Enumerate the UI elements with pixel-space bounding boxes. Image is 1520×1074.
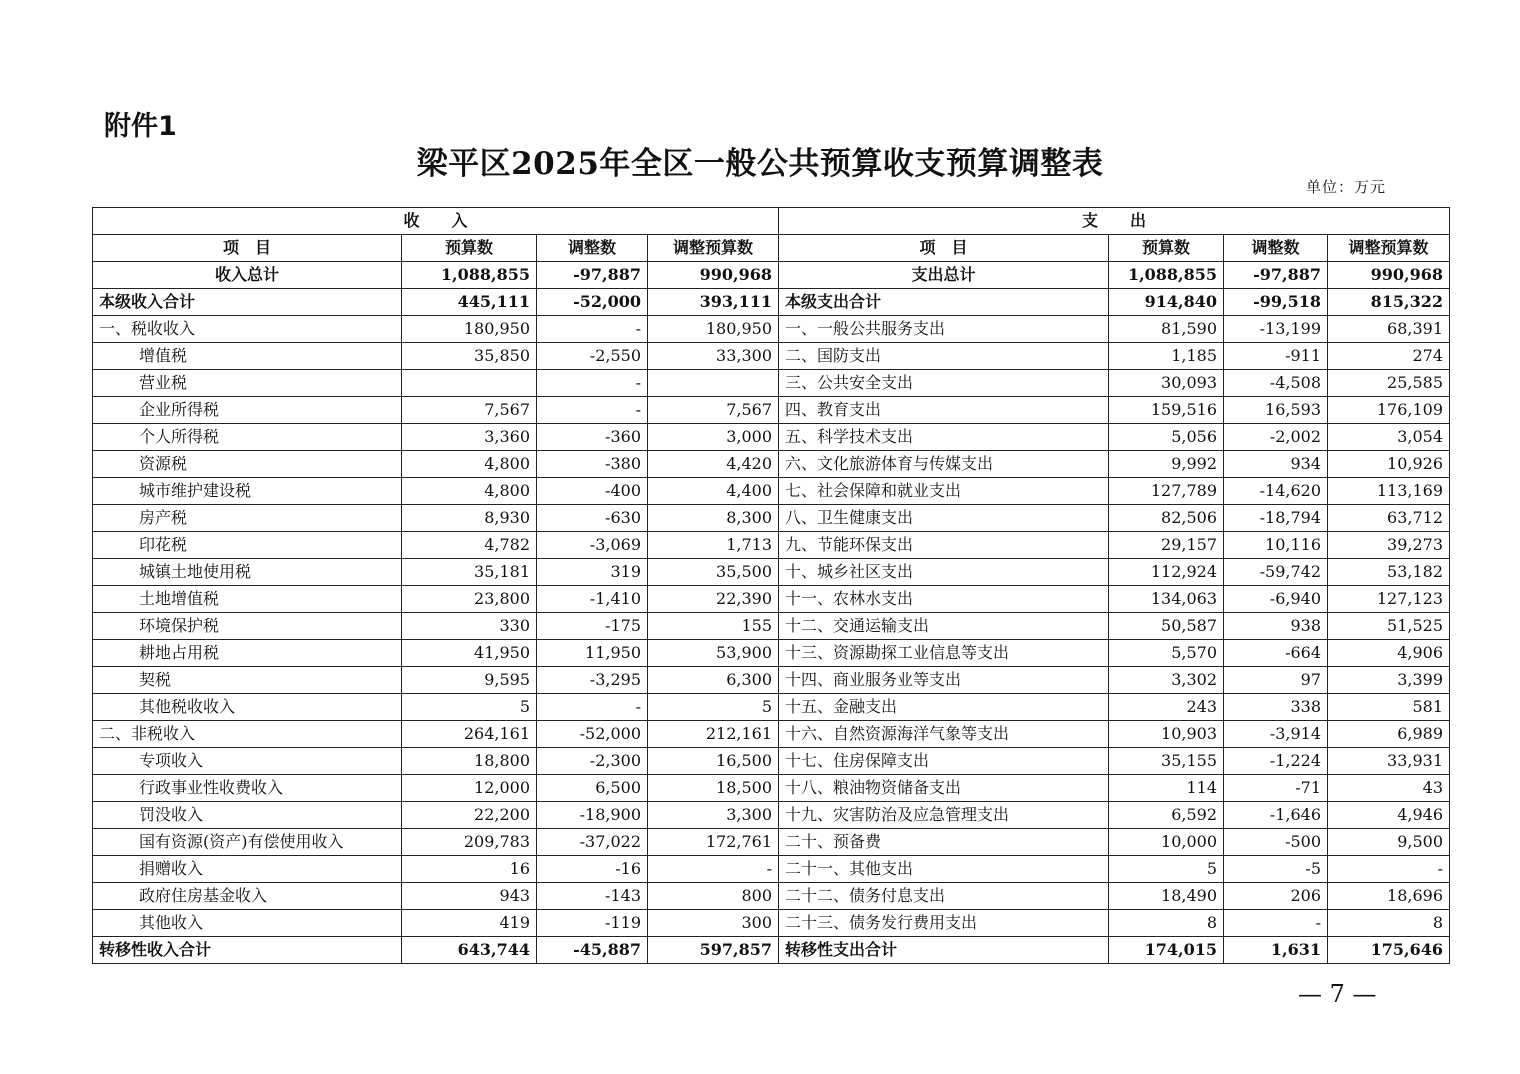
cell-income-adjust: -2,550 [537, 343, 648, 370]
cell-income-adjusted: 7,567 [648, 397, 779, 424]
cell-expense-budget: 30,093 [1109, 370, 1224, 397]
cell-income-item: 专项收入 [93, 748, 402, 775]
cell-income-adjusted: 300 [648, 910, 779, 937]
cell-expense-adjusted: 3,399 [1328, 667, 1450, 694]
cell-expense-adjust: -1,224 [1224, 748, 1328, 775]
cell-expense-adjusted: 175,646 [1328, 937, 1450, 964]
table-row [93, 262, 1450, 289]
cell-income-adjust: - [537, 316, 648, 343]
cell-income-adjusted: 1,713 [648, 532, 779, 559]
cell-expense-adjusted: 4,946 [1328, 802, 1450, 829]
cell-income-budget: 5 [402, 694, 537, 721]
cell-income-adjust: -52,000 [537, 721, 648, 748]
cell-income-budget: 22,200 [402, 802, 537, 829]
cell-expense-budget: 9,992 [1109, 451, 1224, 478]
cell-income-item: 其他税收收入 [93, 694, 402, 721]
cell-expense-item: 十八、粮油物资储备支出 [779, 775, 1109, 802]
table-row [93, 937, 1450, 964]
cell-expense-adjust: -500 [1224, 829, 1328, 856]
cell-income-adjust: -1,410 [537, 586, 648, 613]
table-row [93, 694, 1450, 721]
page-title: 梁平区2025年全区一般公共预算收支预算调整表 [416, 146, 1104, 182]
cell-income-adjust: -380 [537, 451, 648, 478]
cell-expense-budget: 8 [1109, 910, 1224, 937]
cell-expense-item: 二十三、债务发行费用支出 [779, 910, 1109, 937]
table-row [93, 370, 1450, 397]
cell-expense-item: 转移性支出合计 [779, 937, 1109, 964]
cell-expense-budget: 159,516 [1109, 397, 1224, 424]
cell-expense-adjust: 1,631 [1224, 937, 1328, 964]
cell-income-budget: 3,360 [402, 424, 537, 451]
cell-expense-item: 十、城乡社区支出 [779, 559, 1109, 586]
cell-expense-adjust: -4,508 [1224, 370, 1328, 397]
cell-income-budget: 643,744 [402, 937, 537, 964]
table-row [93, 478, 1450, 505]
cell-expense-adjust: 338 [1224, 694, 1328, 721]
cell-income-adjust: -400 [537, 478, 648, 505]
table-row [93, 856, 1450, 883]
cell-income-adjust: -3,069 [537, 532, 648, 559]
cell-expense-item: 八、卫生健康支出 [779, 505, 1109, 532]
cell-income-item: 城市维护建设税 [93, 478, 402, 505]
table-body [93, 262, 1450, 964]
table-row [93, 640, 1450, 667]
cell-income-adjust: -143 [537, 883, 648, 910]
cell-expense-adjusted: 39,273 [1328, 532, 1450, 559]
cell-expense-adjusted: 176,109 [1328, 397, 1450, 424]
table-row [93, 289, 1450, 316]
cell-income-budget [402, 370, 537, 397]
cell-income-adjust: -97,887 [537, 262, 648, 289]
table-row [93, 721, 1450, 748]
cell-income-budget: 209,783 [402, 829, 537, 856]
table-row [93, 883, 1450, 910]
cell-income-adjusted: 4,420 [648, 451, 779, 478]
cell-expense-adjust: -6,940 [1224, 586, 1328, 613]
cell-expense-adjust: 206 [1224, 883, 1328, 910]
cell-income-adjusted: 18,500 [648, 775, 779, 802]
table-row [93, 910, 1450, 937]
cell-income-adjust: - [537, 694, 648, 721]
table-row [93, 397, 1450, 424]
cell-income-adjust: - [537, 370, 648, 397]
col-header-expense-adjusted: 调整预算数 [1328, 235, 1450, 262]
cell-income-budget: 9,595 [402, 667, 537, 694]
cell-expense-item: 本级支出合计 [779, 289, 1109, 316]
cell-income-adjusted: - [648, 856, 779, 883]
cell-income-budget: 41,950 [402, 640, 537, 667]
cell-income-adjusted: 155 [648, 613, 779, 640]
cell-income-adjust: 11,950 [537, 640, 648, 667]
cell-income-adjusted: 800 [648, 883, 779, 910]
cell-income-adjusted: 22,390 [648, 586, 779, 613]
cell-income-adjust: -360 [537, 424, 648, 451]
cell-income-item: 土地增值税 [93, 586, 402, 613]
cell-income-item: 收入总计 [93, 262, 402, 289]
cell-income-budget: 18,800 [402, 748, 537, 775]
cell-income-adjusted [648, 370, 779, 397]
cell-income-budget: 419 [402, 910, 537, 937]
cell-expense-adjust: -59,742 [1224, 559, 1328, 586]
cell-income-item: 房产税 [93, 505, 402, 532]
cell-income-adjust: - [537, 397, 648, 424]
cell-income-budget: 8,930 [402, 505, 537, 532]
cell-expense-budget: 82,506 [1109, 505, 1224, 532]
cell-expense-budget: 5 [1109, 856, 1224, 883]
cell-expense-budget: 5,056 [1109, 424, 1224, 451]
cell-expense-adjust: -664 [1224, 640, 1328, 667]
table-row [93, 775, 1450, 802]
cell-income-adjusted: 6,300 [648, 667, 779, 694]
cell-expense-item: 十七、住房保障支出 [779, 748, 1109, 775]
cell-income-adjusted: 16,500 [648, 748, 779, 775]
table-row [93, 316, 1450, 343]
cell-income-budget: 23,800 [402, 586, 537, 613]
table-row [93, 748, 1450, 775]
cell-expense-adjust: 10,116 [1224, 532, 1328, 559]
table-row [93, 613, 1450, 640]
col-header-expense-adjust: 调整数 [1224, 235, 1328, 262]
cell-income-adjust: -175 [537, 613, 648, 640]
cell-expense-budget: 6,592 [1109, 802, 1224, 829]
cell-income-adjust: -2,300 [537, 748, 648, 775]
cell-income-adjusted: 180,950 [648, 316, 779, 343]
cell-expense-item: 二十二、债务付息支出 [779, 883, 1109, 910]
table-row [93, 586, 1450, 613]
col-header-expense-item: 项 目 [779, 235, 1109, 262]
cell-income-adjust: -37,022 [537, 829, 648, 856]
cell-income-item: 个人所得税 [93, 424, 402, 451]
cell-income-adjusted: 8,300 [648, 505, 779, 532]
cell-income-budget: 330 [402, 613, 537, 640]
cell-income-item: 其他收入 [93, 910, 402, 937]
cell-income-budget: 943 [402, 883, 537, 910]
cell-expense-budget: 914,840 [1109, 289, 1224, 316]
cell-expense-budget: 1,088,855 [1109, 262, 1224, 289]
cell-expense-adjust: -14,620 [1224, 478, 1328, 505]
table-row [93, 343, 1450, 370]
cell-expense-item: 十一、农林水支出 [779, 586, 1109, 613]
cell-expense-budget: 127,789 [1109, 478, 1224, 505]
cell-expense-budget: 243 [1109, 694, 1224, 721]
budget-table [92, 207, 1450, 964]
cell-income-item: 国有资源(资产)有偿使用收入 [93, 829, 402, 856]
cell-expense-item: 十六、自然资源海洋气象等支出 [779, 721, 1109, 748]
cell-expense-budget: 50,587 [1109, 613, 1224, 640]
table-row [93, 424, 1450, 451]
table-row [93, 505, 1450, 532]
table-row [93, 802, 1450, 829]
cell-expense-budget: 10,903 [1109, 721, 1224, 748]
cell-expense-adjusted: 113,169 [1328, 478, 1450, 505]
cell-expense-adjusted: 33,931 [1328, 748, 1450, 775]
cell-income-budget: 445,111 [402, 289, 537, 316]
cell-income-adjusted: 35,500 [648, 559, 779, 586]
cell-expense-item: 一、一般公共服务支出 [779, 316, 1109, 343]
cell-expense-budget: 18,490 [1109, 883, 1224, 910]
cell-expense-item: 九、节能环保支出 [779, 532, 1109, 559]
col-header-income-item: 项 目 [93, 235, 402, 262]
cell-income-adjust: -52,000 [537, 289, 648, 316]
cell-income-adjust: -18,900 [537, 802, 648, 829]
cell-expense-adjust: -5 [1224, 856, 1328, 883]
cell-expense-item: 十三、资源勘探工业信息等支出 [779, 640, 1109, 667]
cell-expense-adjusted: 8 [1328, 910, 1450, 937]
table-row [93, 532, 1450, 559]
cell-income-adjusted: 53,900 [648, 640, 779, 667]
cell-expense-budget: 10,000 [1109, 829, 1224, 856]
cell-income-budget: 35,850 [402, 343, 537, 370]
cell-expense-item: 二十一、其他支出 [779, 856, 1109, 883]
col-header-expense-budget: 预算数 [1109, 235, 1224, 262]
cell-expense-adjust: 938 [1224, 613, 1328, 640]
cell-expense-adjusted: 581 [1328, 694, 1450, 721]
cell-expense-adjusted: 815,322 [1328, 289, 1450, 316]
cell-expense-item: 十四、商业服务业等支出 [779, 667, 1109, 694]
cell-income-item: 资源税 [93, 451, 402, 478]
cell-expense-item: 三、公共安全支出 [779, 370, 1109, 397]
cell-income-budget: 4,782 [402, 532, 537, 559]
cell-expense-adjusted: 68,391 [1328, 316, 1450, 343]
cell-income-item: 契税 [93, 667, 402, 694]
cell-income-adjusted: 393,111 [648, 289, 779, 316]
cell-income-item: 行政事业性收费收入 [93, 775, 402, 802]
cell-expense-adjust: 97 [1224, 667, 1328, 694]
cell-expense-adjust: -18,794 [1224, 505, 1328, 532]
cell-expense-item: 支出总计 [779, 262, 1109, 289]
cell-expense-adjusted: 4,906 [1328, 640, 1450, 667]
expense-section-header: 支 出 [779, 208, 1450, 235]
cell-income-item: 印花税 [93, 532, 402, 559]
cell-expense-adjusted: 43 [1328, 775, 1450, 802]
cell-income-adjust: -3,295 [537, 667, 648, 694]
cell-income-adjusted: 4,400 [648, 478, 779, 505]
cell-expense-item: 十二、交通运输支出 [779, 613, 1109, 640]
cell-expense-adjust: -99,518 [1224, 289, 1328, 316]
cell-income-item: 企业所得税 [93, 397, 402, 424]
table-row [93, 667, 1450, 694]
cell-income-item: 一、税收收入 [93, 316, 402, 343]
cell-expense-budget: 134,063 [1109, 586, 1224, 613]
cell-income-adjust: -45,887 [537, 937, 648, 964]
cell-expense-adjust: -97,887 [1224, 262, 1328, 289]
cell-income-adjusted: 172,761 [648, 829, 779, 856]
cell-income-adjust: 6,500 [537, 775, 648, 802]
cell-expense-budget: 174,015 [1109, 937, 1224, 964]
cell-income-item: 耕地占用税 [93, 640, 402, 667]
cell-expense-adjusted: 63,712 [1328, 505, 1450, 532]
cell-income-item: 转移性收入合计 [93, 937, 402, 964]
cell-expense-budget: 3,302 [1109, 667, 1224, 694]
column-header-row [93, 235, 1450, 262]
cell-expense-item: 六、文化旅游体育与传媒支出 [779, 451, 1109, 478]
cell-expense-budget: 112,924 [1109, 559, 1224, 586]
cell-expense-adjusted: 3,054 [1328, 424, 1450, 451]
cell-income-item: 本级收入合计 [93, 289, 402, 316]
cell-expense-adjusted: 25,585 [1328, 370, 1450, 397]
cell-expense-adjust: -71 [1224, 775, 1328, 802]
cell-expense-item: 七、社会保障和就业支出 [779, 478, 1109, 505]
cell-expense-adjusted: 274 [1328, 343, 1450, 370]
cell-income-budget: 12,000 [402, 775, 537, 802]
cell-expense-budget: 1,185 [1109, 343, 1224, 370]
cell-expense-item: 四、教育支出 [779, 397, 1109, 424]
cell-income-adjust: 319 [537, 559, 648, 586]
unit-label: 单位：万元 [1306, 178, 1387, 196]
cell-expense-adjusted: - [1328, 856, 1450, 883]
cell-expense-adjusted: 990,968 [1328, 262, 1450, 289]
cell-expense-item: 五、科学技术支出 [779, 424, 1109, 451]
section-header-row [93, 208, 1450, 235]
cell-income-item: 环境保护税 [93, 613, 402, 640]
cell-expense-adjusted: 9,500 [1328, 829, 1450, 856]
cell-income-budget: 1,088,855 [402, 262, 537, 289]
cell-income-item: 营业税 [93, 370, 402, 397]
cell-expense-budget: 35,155 [1109, 748, 1224, 775]
cell-income-adjusted: 3,000 [648, 424, 779, 451]
cell-income-adjusted: 3,300 [648, 802, 779, 829]
cell-expense-budget: 81,590 [1109, 316, 1224, 343]
cell-expense-adjust: -13,199 [1224, 316, 1328, 343]
cell-income-adjusted: 212,161 [648, 721, 779, 748]
cell-expense-adjust: 934 [1224, 451, 1328, 478]
cell-expense-item: 十五、金融支出 [779, 694, 1109, 721]
cell-income-item: 罚没收入 [93, 802, 402, 829]
cell-income-adjust: -119 [537, 910, 648, 937]
table-row [93, 829, 1450, 856]
table-row [93, 559, 1450, 586]
cell-income-adjusted: 597,857 [648, 937, 779, 964]
cell-income-budget: 4,800 [402, 478, 537, 505]
cell-expense-item: 二十、预备费 [779, 829, 1109, 856]
cell-income-item: 增值税 [93, 343, 402, 370]
cell-expense-adjusted: 18,696 [1328, 883, 1450, 910]
cell-expense-adjust: 16,593 [1224, 397, 1328, 424]
cell-income-adjusted: 33,300 [648, 343, 779, 370]
cell-expense-adjusted: 10,926 [1328, 451, 1450, 478]
attachment-label: 附件1 [104, 111, 177, 142]
cell-expense-item: 二、国防支出 [779, 343, 1109, 370]
table-row [93, 451, 1450, 478]
cell-expense-item: 十九、灾害防治及应急管理支出 [779, 802, 1109, 829]
col-header-income-adjust: 调整数 [537, 235, 648, 262]
col-header-income-budget: 预算数 [402, 235, 537, 262]
cell-income-budget: 4,800 [402, 451, 537, 478]
col-header-income-adjusted: 调整预算数 [648, 235, 779, 262]
cell-expense-adjust: -3,914 [1224, 721, 1328, 748]
cell-expense-adjusted: 51,525 [1328, 613, 1450, 640]
cell-income-budget: 16 [402, 856, 537, 883]
cell-income-item: 捐赠收入 [93, 856, 402, 883]
cell-expense-adjust: - [1224, 910, 1328, 937]
cell-expense-adjusted: 127,123 [1328, 586, 1450, 613]
cell-income-budget: 180,950 [402, 316, 537, 343]
cell-income-budget: 264,161 [402, 721, 537, 748]
cell-expense-adjust: -911 [1224, 343, 1328, 370]
cell-income-item: 城镇土地使用税 [93, 559, 402, 586]
cell-expense-budget: 114 [1109, 775, 1224, 802]
cell-expense-budget: 29,157 [1109, 532, 1224, 559]
page-number: — 7 — [1298, 980, 1377, 1008]
cell-income-budget: 35,181 [402, 559, 537, 586]
cell-expense-adjusted: 6,989 [1328, 721, 1450, 748]
cell-income-adjust: -630 [537, 505, 648, 532]
cell-expense-adjusted: 53,182 [1328, 559, 1450, 586]
cell-expense-adjust: -1,646 [1224, 802, 1328, 829]
income-section-header: 收 入 [93, 208, 779, 235]
cell-income-adjust: -16 [537, 856, 648, 883]
cell-income-item: 二、非税收入 [93, 721, 402, 748]
cell-income-adjusted: 5 [648, 694, 779, 721]
cell-expense-adjust: -2,002 [1224, 424, 1328, 451]
cell-income-budget: 7,567 [402, 397, 537, 424]
cell-expense-budget: 5,570 [1109, 640, 1224, 667]
cell-income-item: 政府住房基金收入 [93, 883, 402, 910]
cell-income-adjusted: 990,968 [648, 262, 779, 289]
